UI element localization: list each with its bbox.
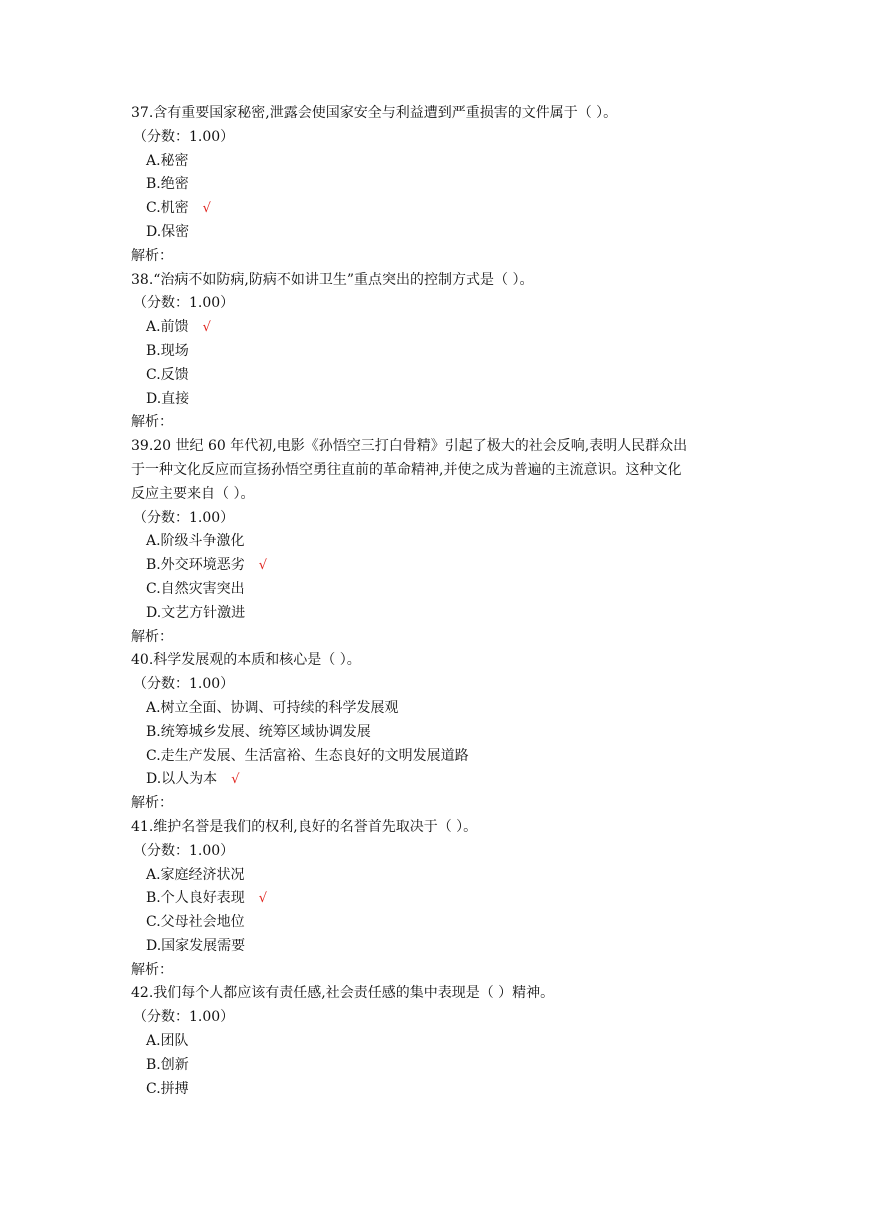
option-label: D.文艺方针激进 [146, 604, 246, 621]
option-label: C.机密 [146, 200, 189, 217]
analysis-label: 解析： [131, 795, 173, 812]
option-c [131, 911, 751, 935]
question-list [131, 102, 751, 1101]
option-label: C.自然灾害突出 [146, 580, 245, 597]
question-40 [131, 649, 751, 816]
option-a [131, 697, 751, 721]
option-label: A.秘密 [146, 152, 189, 169]
option-a [131, 316, 751, 340]
option-label: A.家庭经济状况 [146, 866, 245, 883]
option-d [131, 935, 751, 959]
question-score: （分数：1.00） [133, 842, 235, 859]
option-label: B.统筹城乡发展、统筹区域协调发展 [146, 723, 371, 740]
option-label: D.以人为本 [146, 771, 218, 788]
question-37 [131, 102, 751, 269]
option-c [131, 364, 751, 388]
analysis-label: 解析： [131, 414, 173, 431]
option-b [131, 340, 751, 364]
question-score: （分数：1.00） [133, 676, 235, 693]
option-label: B.现场 [146, 342, 189, 359]
option-label: C.走生产发展、生活富裕、生态良好的文明发展道路 [146, 747, 469, 764]
option-label: B.外交环境恶劣 [146, 557, 245, 574]
option-label: C.父母社会地位 [146, 914, 245, 931]
option-b [131, 173, 751, 197]
option-a [131, 864, 751, 888]
option-d [131, 602, 751, 626]
question-stem-line-1: 39.20 世纪 60 年代初,电影《孙悟空三打白骨精》引起了极大的社会反响,表明人民群众出 [131, 438, 688, 455]
option-c [131, 1078, 751, 1102]
option-label: B.个人良好表现 [146, 890, 245, 907]
question-stem: 42.我们每个人都应该有责任感,社会责任感的集中表现是（ ）精神。 [131, 985, 555, 1002]
option-d [131, 221, 751, 245]
analysis-label: 解析： [131, 247, 173, 264]
question-score: （分数：1.00） [133, 128, 235, 145]
option-b [131, 721, 751, 745]
option-label: C.拼搏 [146, 1080, 189, 1097]
analysis-label: 解析： [131, 628, 173, 645]
question-stem: 40.科学发展观的本质和核心是（ ）。 [131, 652, 361, 669]
question-score: （分数：1.00） [133, 1009, 235, 1026]
question-stem-line-2: 于一种文化反应而宣扬孙悟空勇往直前的革命精神,并使之成为普遍的主流意识。这种文化 [131, 461, 682, 478]
option-a [131, 530, 751, 554]
analysis-label: 解析： [131, 961, 173, 978]
option-label: D.国家发展需要 [146, 937, 246, 954]
option-c [131, 197, 751, 221]
option-a [131, 1030, 751, 1054]
option-b [131, 554, 751, 578]
option-c [131, 745, 751, 769]
option-b [131, 887, 751, 911]
question-38 [131, 269, 751, 436]
question-score: （分数：1.00） [133, 295, 235, 312]
question-stem: 37.含有重要国家秘密,泄露会使国家安全与利益遭到严重损害的文件属于（ ）。 [131, 105, 618, 121]
option-label: B.创新 [146, 1056, 189, 1073]
question-41 [131, 816, 751, 983]
question-score: （分数：1.00） [133, 509, 235, 526]
question-stem: 38.“治病不如防病,防病不如讲卫生”重点突出的控制方式是（ ）。 [131, 271, 534, 288]
option-label: D.直接 [146, 390, 190, 407]
option-label: D.保密 [146, 223, 190, 240]
option-c [131, 578, 751, 602]
correct-check-icon: √ [202, 320, 211, 336]
option-a [131, 150, 751, 174]
option-label: A.阶级斗争激化 [146, 533, 245, 550]
question-42 [131, 982, 751, 1101]
option-label: A.前馈 [146, 319, 189, 336]
option-label: B.绝密 [146, 176, 189, 193]
option-label: C.反馈 [146, 366, 189, 383]
option-label: A.树立全面、协调、可持续的科学发展观 [146, 699, 399, 716]
correct-check-icon: √ [202, 201, 211, 217]
option-label: A.团队 [146, 1033, 189, 1050]
question-39 [131, 435, 751, 649]
correct-check-icon: √ [231, 772, 240, 788]
option-d [131, 768, 751, 792]
question-stem: 41.维护名誉是我们的权利,良好的名誉首先取决于（ ）。 [131, 818, 478, 835]
option-b [131, 1054, 751, 1078]
correct-check-icon: √ [258, 891, 268, 907]
correct-check-icon: √ [258, 558, 268, 574]
question-stem-line-3: 反应主要来自（ ）。 [131, 485, 255, 502]
option-d [131, 388, 751, 412]
